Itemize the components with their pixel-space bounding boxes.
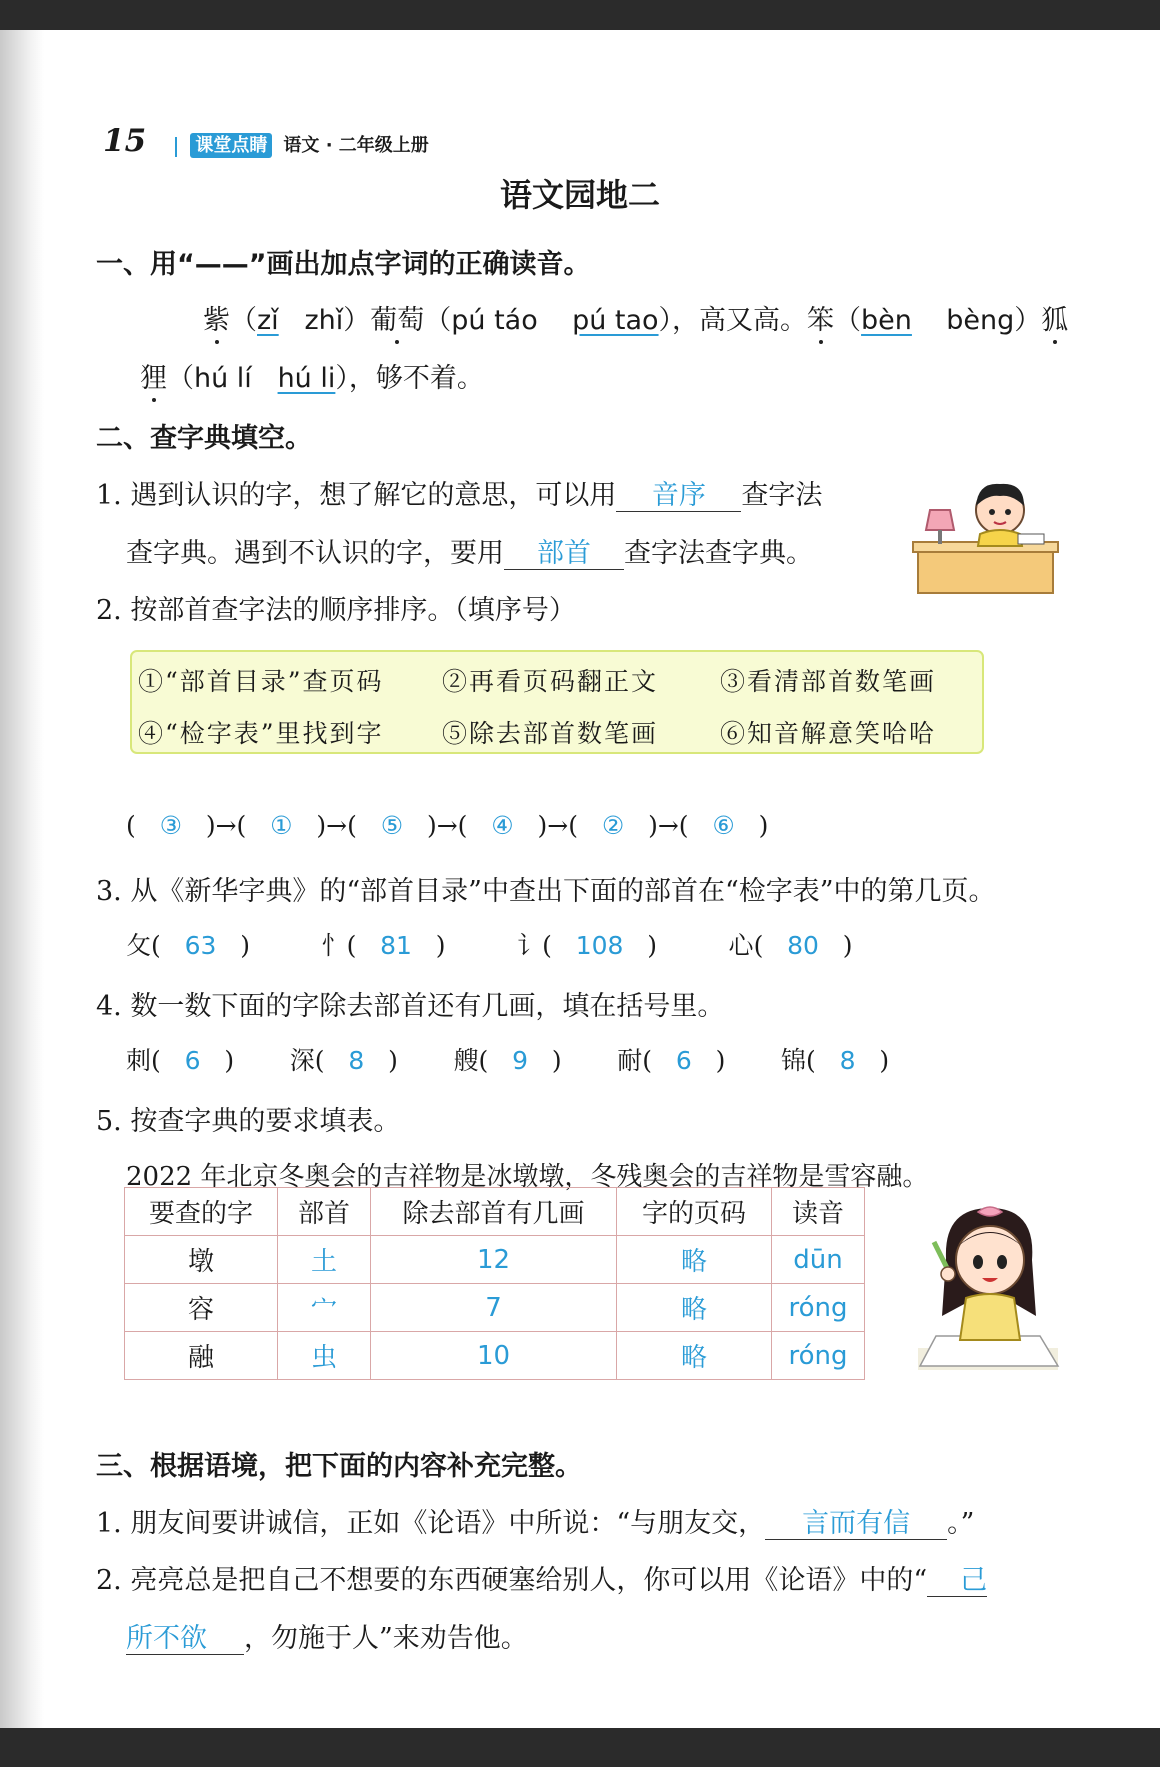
dotted-char: 狐 [1041,305,1069,336]
answer-blank: 所不欲 [126,1623,244,1655]
boy-studying-illustration [908,470,1068,605]
text: 查字法查字典。 [624,538,813,569]
text: ，勿施于人”来劝告他。 [244,1623,528,1654]
table-header: 部首 [278,1188,371,1236]
table-cell: róng [772,1332,865,1380]
table-cell: 略 [617,1284,772,1332]
order-answer: ⑤ [380,811,404,840]
q2-3-text: 3. 从《新华字典》的“部首目录”中查出下面的部首在“检字表”中的第几页。 [96,876,996,907]
answer-blank: 部首 [504,538,624,570]
section3-heading: 三、根据语境，把下面的内容补充完整。 [96,1451,582,1482]
order-answer: ⑥ [712,811,735,840]
character: 艘 [453,1046,479,1075]
page-answer: 80 [787,931,819,960]
character: 耐 [617,1046,643,1075]
table-row [125,1236,865,1284]
radical: 心 [728,931,754,960]
table-header: 读音 [772,1188,865,1236]
steps-box [130,650,984,754]
pinyin-option: zhǐ [304,305,344,336]
section1-heading: 一、用“——”画出加点字词的正确读音。 [96,249,591,280]
q3-1 [96,1501,974,1540]
character: 锦 [781,1046,807,1075]
stroke-answer: 6 [675,1046,692,1075]
dictionary-table [124,1187,865,1380]
table-cell: 12 [371,1236,617,1284]
text: 。” [947,1508,975,1539]
pinyin-option: hú lí [194,363,252,394]
table-row [125,1284,865,1332]
stroke-answer: 6 [184,1046,201,1075]
table-cell: 融 [125,1332,278,1380]
table-header: 除去部首有几画 [371,1188,617,1236]
step-1: ①“部首目录”查页码 [138,667,384,696]
text: 查字典。遇到不认识的字，要用 [126,538,504,569]
table-cell: 10 [371,1332,617,1380]
text: 1. 朋友间要讲诚信，正如《论语》中所说：“与朋友交， [96,1508,766,1539]
q2-4-text: 4. 数一数下面的字除去部首还有几画，填在括号里。 [96,991,725,1022]
q2-4-answers: 刺( 6 ) 深( 8 ) 艘( 9 ) 耐( 6 ) 锦( 8 ) [126,1046,890,1075]
q2-1-line2 [126,531,813,570]
stroke-answer: 9 [512,1046,529,1075]
mascot-sentence: 2022 年北京冬奥会的吉祥物是冰墩墩，冬残奥会的吉祥物是雪容融。 [126,1162,929,1192]
q2-2-text: 2. 按部首查字法的顺序排序。（填序号） [96,595,576,626]
table-row [125,1332,865,1380]
page-edge-shadow [0,30,44,1728]
section1-line1: 紫（zǐ zhǐ）葡萄（pú táo pú tao），高又高。笨（bèn bèng）狐 [203,305,1069,336]
table-cell: 容 [125,1284,278,1332]
answer-blank: 己 [927,1565,987,1597]
step-4: ④“检字表”里找到字 [138,719,384,748]
workbook-page [0,30,1160,1728]
pinyin-correct: hú li [277,363,336,394]
table-cell: 略 [617,1332,772,1380]
answer-blank: 言而有信 [765,1508,947,1540]
radical: 忄 [321,931,347,960]
page-answer: 63 [184,931,217,960]
character: 深 [289,1046,315,1075]
step-5: ⑤除去部首数笔画 [442,719,659,748]
pinyin-correct: pú tao [572,305,659,336]
section2-heading: 二、查字典填空。 [96,423,312,454]
page-answer: 108 [575,931,624,960]
dotted-char: 笨 [807,305,835,336]
table-cell: 7 [371,1284,617,1332]
pinyin-option: pú táo [451,305,538,336]
page-header [103,123,429,159]
pinyin-correct: bèn [861,305,912,336]
order-answer: ③ [159,811,183,840]
text: ，够不着。 [348,363,484,394]
table-header-row [125,1188,865,1236]
order-answer: ④ [491,811,514,840]
character: 刺 [126,1046,152,1075]
order-answers: ( ③ )→( ① )→( ⑤ )→( ④ )→( ② )→( ⑥ ) [126,811,769,840]
table-header: 要查的字 [125,1188,278,1236]
pinyin-correct: zǐ [257,305,279,336]
table-cell: 土 [278,1236,371,1284]
text: ，高又高。 [672,305,808,336]
text: 2. 亮亮总是把自己不想要的东西硬塞给别人，你可以用《论语》中的“ [96,1565,928,1596]
step-3: ③看清部首数笔画 [720,667,937,696]
q3-2-line2 [126,1616,528,1655]
text: 查字法 [741,480,823,511]
table-cell: 虫 [278,1332,371,1380]
table-header: 字的页码 [617,1188,772,1236]
q2-5-text: 5. 按查字典的要求填表。 [96,1106,401,1137]
table-cell: róng [772,1284,865,1332]
dotted-char: 狸 [140,363,167,394]
brand-badge: 课堂点睛 [190,133,272,158]
girl-drawing-illustration [908,1198,1068,1370]
radical: 攵 [126,931,152,960]
dotted-word: 葡萄 [370,305,425,336]
table-cell: 墩 [125,1236,278,1284]
table-cell: 略 [617,1236,772,1284]
stroke-answer: 8 [839,1046,856,1075]
q2-1-line1 [96,473,822,512]
dotted-char: 紫 [203,305,230,336]
header-divider [175,137,177,157]
q3-2-line1 [96,1558,987,1597]
step-6: ⑥知音解意笑哈哈 [720,719,937,748]
order-answer: ① [270,811,293,840]
q2-3-answers: 攵( 63 ) 忄( 81 ) 讠( 108 ) 心( 80 ) [126,931,853,960]
stroke-answer: 8 [348,1046,365,1075]
radical: 讠 [517,931,543,960]
pinyin-option: bèng [946,305,1015,336]
table-cell: 宀 [278,1284,371,1332]
page-number: 15 [103,123,147,159]
answer-blank: 音序 [616,480,741,512]
text: 1. 遇到认识的字，想了解它的意思，可以用 [96,480,617,511]
page-answer: 81 [380,931,412,960]
subject-label: 语文 · 二年级上册 [283,135,429,156]
table-cell: dūn [772,1236,865,1284]
step-2: ②再看页码翻正文 [442,667,659,696]
page-title: 语文园地二 [499,176,660,214]
order-answer: ② [601,811,625,840]
section1-line2: 狸（hú lí hú li），够不着。 [140,363,484,394]
